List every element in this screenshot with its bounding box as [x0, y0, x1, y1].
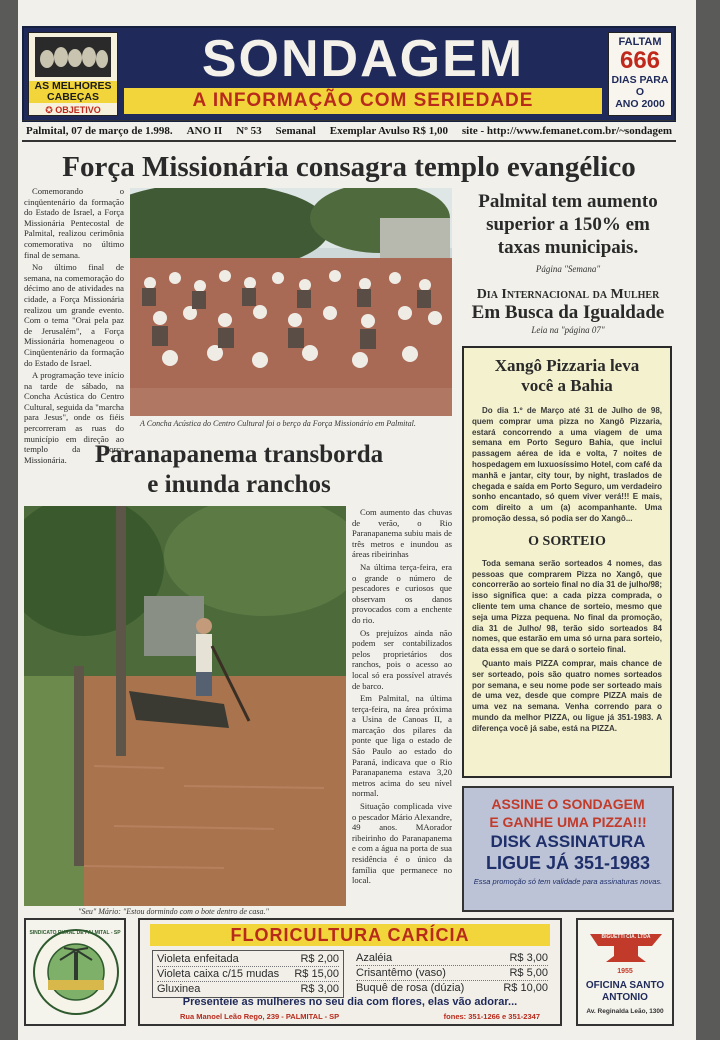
flood-photo-caption: "Seu" Mário: "Estou dormindo com o bote dentro de casa." [78, 907, 269, 916]
lead-paragraph: Comemorando o cinqüentenário da formação do Estado de Israel, a Força Missionária Pentecostal de Palmital, realizou cerimônia comemorativa no último final de semana. [24, 186, 124, 260]
workshop-year: 1955 [617, 968, 633, 975]
crowd-photo-illustration [130, 188, 452, 416]
womens-day-headline: Em Busca da Igualdade [471, 302, 665, 323]
lead-photo [130, 188, 452, 416]
flood-photo [24, 506, 346, 906]
workshop-ad [576, 918, 674, 1026]
countdown-number: 666 [619, 47, 661, 74]
workshop-name: OFICINA SANTO ANTONIO [585, 980, 665, 1003]
tagline: A INFORMAÇÃO COM SERIEDADE [124, 88, 602, 114]
issue-number: Nº 53 [236, 124, 262, 137]
florist-contact [180, 1012, 540, 1021]
subscription-line-2: E GANHE UMA PIZZA!!! [489, 814, 647, 830]
subscription-line-3: DISK ASSINATURA [490, 832, 646, 851]
list-item: Crisantêmo (vaso) R$ 5,00 [356, 967, 548, 979]
pizza-promo-box [462, 346, 672, 778]
womens-day-kicker: Dia Internacional da Mulher [476, 287, 660, 302]
taxes-headline: Palmital tem aumento superior a 150% em taxas municipais. [478, 191, 658, 258]
lead-paragraph: No último final de semana, na comemoração do décimo ano de atividades na cidade, a Força Missionária realizou um grande evento. Com o tema "Orai pela paz de Jerusalém", a Força Missionária homenageou o Cinqüentenário da formação do Estado de Israel. [24, 262, 124, 368]
issue-frequency: Semanal [275, 124, 316, 137]
countdown-bottom-1: DIAS PARA O [611, 74, 669, 98]
subscription-ad[interactable] [462, 786, 674, 912]
lead-headline: Força Missionária consagra templo evangélico [62, 151, 636, 183]
flood-story-body [352, 507, 452, 886]
florist-slogan: Presenteie as mulheres no seu dia com flores, elas vão adorar... [182, 996, 518, 1008]
subscription-line-1: ASSINE O SONDAGEM [491, 796, 645, 812]
florist-address: Rua Manoel Leão Rego, 239 - PALMITAL - SP [180, 1012, 340, 1021]
objetivo-ad [28, 32, 118, 116]
flood-paragraph: Em Palmital, na última terça-feira, na área próxima a Usina de Canoas II, a marcação dos pilares da ponte que liga o estado de São Paulo ao estado do Paraná, indicava que o Rio Paranapanema estava 3,20 metros acima do seu nível normal. [352, 693, 452, 799]
countdown-bottom-2: ANO 2000 [615, 98, 665, 110]
lead-paragraph: A programação teve início na tarde de sábado, na Concha Acústica do Centro Cultural, seguida da "marcha para Jesus", onde os fiéis percorreram as ruas do município em direção ao templo da Força Missionária. [24, 370, 124, 465]
flood-paragraph: Com aumento das chuvas de verão, o Rio Paranapanema subiu mais de três metros e inundou as áreas ribeirinhas [352, 507, 452, 560]
issue-info-bar [22, 120, 676, 142]
florist-prices-left [152, 950, 344, 998]
countdown-top: FALTAM [618, 36, 662, 48]
objetivo-ad-headline: AS MELHORES CABEÇAS [29, 81, 117, 103]
draw-paragraph: Quanto mais PIZZA comprar, mais chance de ser sorteado, pois são quatro nomes sorteados por semana, e seu nome pode ser sorteado mais de uma vez, desde que compre PIZZA mais de uma vez na semana. Venha correndo para o mundo da melhor PIZZA, ou ligue já 351-1983. A diferença você já sabe, está na PIZZA. [472, 658, 662, 733]
website-link[interactable]: site - http://www.femanet.com.br/~sondagem [461, 124, 672, 137]
flood-headline: Paranapanema transborda e inunda ranchos [94, 441, 384, 498]
union-ad [24, 918, 126, 1026]
flood-paragraph: Situação complicada vive o pescador Mário Alexandre, 49 anos. MAorador ribeirinho do Paranapanema e com a água na porta de sua residência é o único da família que permanece no local. [352, 801, 452, 886]
flood-photo-illustration [24, 506, 346, 906]
pizza-promo-title: Xangô Pizzaria leva você a Bahia [494, 356, 640, 395]
pizza-promo-body: Do dia 1.º de Março até 31 de Julho de 98, quem comprar uma pizza no Xangô Pizzaria, estará concorrendo a uma viagem de uma semana em Porto Seguro Bahia, que inclui passagem aérea de ida e volta, 7 noites de hospedagem em luxuosíssimo Hotel, com café da manhã e jantar, city tour, by night, traslados de chegada e saída em Porto Seguro, um verdadeiro sonho encantado, só quem viver verá!!! E mais, com direito a um (a) acompanhante. Uma promoção dessa, só podia ser do Xangô... [472, 406, 662, 523]
list-item: Buquê de rosa (dúzia) R$ 10,00 [356, 982, 548, 994]
lead-photo-caption: A Concha Acústica do Centro Cultural foi o berço da Força Missionário em Palmital. [140, 419, 416, 428]
florist-phones: fones: 351-1266 e 351-2347 [443, 1012, 540, 1021]
issue-price: Exemplar Avulso R$ 1,00 [329, 124, 448, 137]
subscription-footnote: Essa promoção só tem validade para assinaturas novas. [473, 877, 663, 886]
objetivo-star-icon: ✪ [45, 105, 56, 115]
workshop-logo-text: BIGUETTI CIA. LTDA [601, 934, 651, 940]
countdown-box [608, 32, 672, 116]
taxes-reference: Página "Semana" [535, 264, 601, 274]
florist-title: FLORICULTURA CARÍCIA [150, 924, 550, 946]
issue-year: ANO II [186, 124, 223, 137]
list-item: Azaléia R$ 3,00 [356, 952, 548, 964]
union-seal-text: SINDICATO RURAL DE PALMITAL - SP [29, 930, 121, 936]
florist-prices-right [352, 950, 552, 996]
lead-story-body [24, 186, 124, 465]
masthead [22, 26, 676, 122]
list-item: Violeta caixa c/15 mudas R$ 15,00 [157, 968, 339, 980]
heads-icon [35, 37, 111, 77]
list-item: Violeta enfeitada R$ 2,00 [157, 953, 339, 965]
newspaper-name: SONDAGEM [201, 30, 525, 88]
draw-paragraph: Toda semana serão sorteados 4 nomes, das pessoas que comprarem Pizza no Xangô, que concorrerão ao sorteio final no dia 31 de julho/98; isso significa que: a cada pizza comprada, o cliente tem uma chance de sorteio, mesmo que seja uma Pizza pequena. No final da promoção, dia 31 de Julho/ 98, terão sido sorteados 84 nomes, que estarão em uma só urna para sorteio, data essa em que se dará o sorteio final. [472, 558, 662, 655]
flood-paragraph: Os prejuízos ainda não podem ser contabilizados pelos proprietários dos ranchos, pois o acesso ao local só era possível através de barco. [352, 627, 452, 691]
womens-day-reference: Leia na "página 07" [531, 325, 605, 335]
list-item: Gluxinea R$ 3,00 [157, 983, 339, 995]
workshop-address: Av. Reginalda Leão, 1300 [586, 1008, 664, 1015]
objetivo-ad-brand: ✪ OBJETIVO [45, 105, 101, 115]
florist-ad [138, 918, 562, 1026]
subscription-phone[interactable]: LIGUE JÁ 351-1983 [485, 853, 651, 873]
draw-subtitle: O SORTEIO [528, 533, 606, 549]
flood-paragraph: Na última terça-feira, era o grande o número de pescadores e curiosos que observam os danos provocados com a enchente do rio. [352, 561, 452, 625]
issue-date: Palmital, 07 de março de 1.998. [26, 124, 173, 137]
